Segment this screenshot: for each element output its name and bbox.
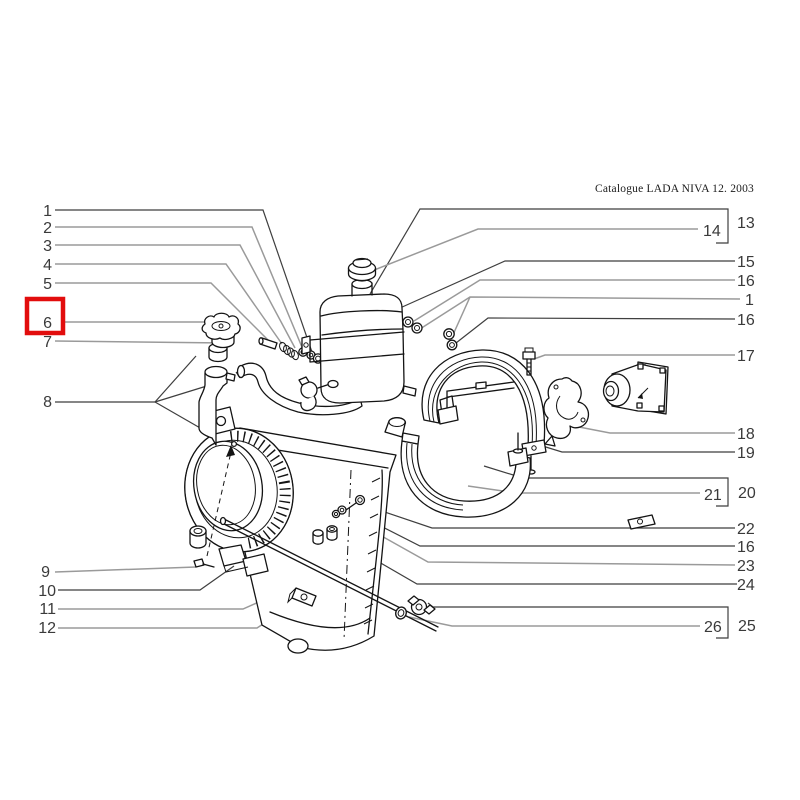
callout-9[interactable]: 9 bbox=[41, 564, 50, 581]
tank-drain-stub bbox=[403, 386, 416, 396]
motor-bracket bbox=[544, 378, 588, 446]
callout-16c[interactable]: 16 bbox=[737, 539, 755, 556]
callout-11[interactable]: 11 bbox=[39, 601, 56, 618]
callout-17[interactable]: 17 bbox=[737, 348, 755, 365]
callout-16b[interactable]: 16 bbox=[737, 312, 755, 329]
callout-22[interactable]: 22 bbox=[737, 521, 755, 538]
callout-23[interactable]: 23 bbox=[737, 558, 755, 575]
bottom-right-bracket bbox=[628, 515, 655, 529]
callout-16a[interactable]: 16 bbox=[737, 273, 755, 290]
callout-1-left[interactable]: 1 bbox=[43, 203, 52, 220]
callout-7[interactable]: 7 bbox=[43, 334, 52, 351]
callout-5[interactable]: 5 bbox=[43, 276, 52, 293]
tank-washer-pair bbox=[403, 317, 422, 333]
callout-8[interactable]: 8 bbox=[43, 394, 52, 411]
callout-2[interactable]: 2 bbox=[43, 220, 52, 237]
callout-18[interactable]: 18 bbox=[737, 426, 755, 443]
callout-25[interactable]: 25 bbox=[738, 618, 756, 635]
callout-1-right[interactable]: 1 bbox=[745, 292, 754, 309]
tank-cap bbox=[349, 259, 376, 281]
callout-4[interactable]: 4 bbox=[43, 257, 52, 274]
drain-plug bbox=[408, 596, 435, 615]
callout-3[interactable]: 3 bbox=[43, 238, 52, 255]
callout-13[interactable]: 13 bbox=[737, 215, 755, 232]
callout-12[interactable]: 12 bbox=[38, 620, 56, 637]
callout-26[interactable]: 26 bbox=[704, 619, 722, 636]
mount-bolt bbox=[194, 559, 214, 567]
callout-21[interactable]: 21 bbox=[704, 487, 722, 504]
callout-6-selected[interactable]: 6 bbox=[43, 315, 52, 332]
callout-24[interactable]: 24 bbox=[737, 577, 755, 594]
expansion-tank bbox=[299, 259, 416, 411]
callout-19[interactable]: 19 bbox=[737, 445, 755, 462]
callout-14[interactable]: 14 bbox=[703, 223, 721, 240]
callout-20[interactable]: 20 bbox=[738, 485, 756, 502]
rear-shroud-lower-half bbox=[401, 391, 530, 517]
fan-motor bbox=[604, 362, 669, 414]
drain-plug-washer bbox=[394, 606, 408, 621]
callout-15[interactable]: 15 bbox=[737, 254, 755, 271]
callout-10[interactable]: 10 bbox=[38, 583, 56, 600]
catalogue-title: Catalogue LADA NIVA 12. 2003 bbox=[594, 183, 754, 195]
mount-grommet bbox=[190, 526, 206, 548]
